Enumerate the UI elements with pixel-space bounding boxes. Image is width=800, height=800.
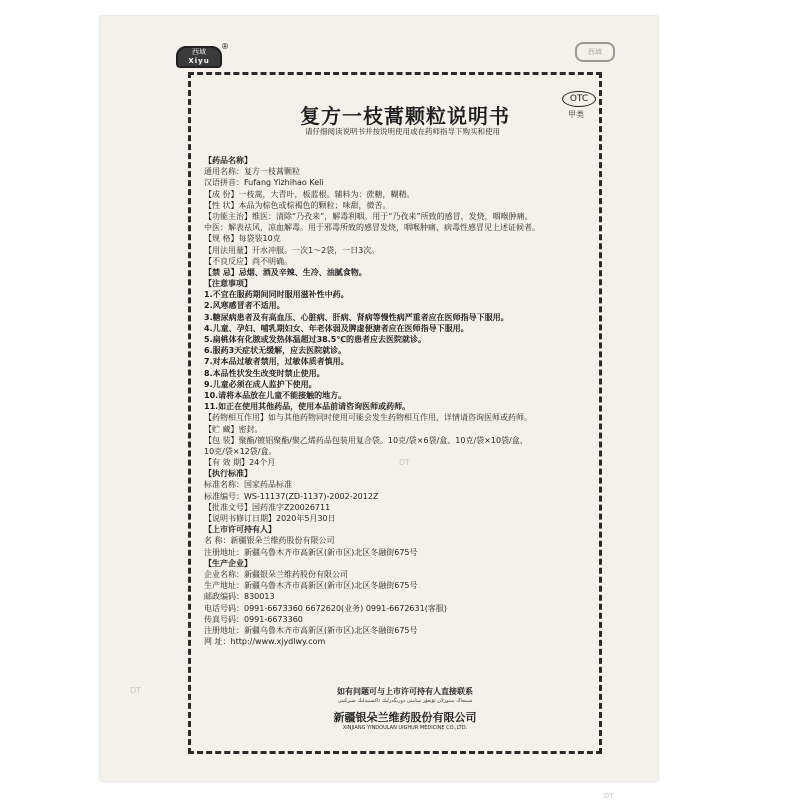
footer-contact: 如有问题可与上市许可持有人直接联系 (337, 687, 473, 696)
leaflet-line: 5.扁桃体有化脓或发热体温超过38.5℃的患者应去医院就诊。 (204, 335, 427, 344)
page-title: 复方一枝蒿颗粒说明书 (300, 104, 510, 128)
leaflet-line: 【成 份】一枝蒿，大青叶，板蓝根。辅料为：蔗糖，糊精。 (204, 189, 415, 199)
watermark: DT (130, 686, 142, 695)
leaflet-line: 【不良反应】尚不明确。 (204, 256, 292, 266)
leaflet-line: 9.儿童必须在成人监护下使用。 (204, 379, 317, 389)
logo-top-text: 西域 (192, 48, 206, 56)
leaflet-line: 3.糖尿病患者及有高血压、心脏病、肝病、肾病等慢性病严重者应在医师指导下服用。 (204, 312, 509, 322)
faded-side-logo: 西域 (575, 42, 615, 62)
leaflet-line: 【批准文号】国药准字Z20026711 (204, 502, 331, 512)
leaflet-line: 10.请将本品放在儿童不能接触的地方。 (204, 390, 347, 400)
leaflet-line: 中医：解表祛风，凉血解毒。用于邪毒所致的感冒发烧，咽喉肿痛，病毒性感冒见上述证候者。 (204, 223, 540, 233)
brand-logo (176, 42, 229, 68)
otc-class: 甲类 (568, 110, 584, 119)
leaflet-line: 【包 装】聚酯/镀铝聚酯/聚乙烯药品包装用复合袋。10克/袋×6袋/盒、10克/袋×10袋/盒、 (204, 435, 528, 445)
leaflet-line: 注册地址：新疆乌鲁木齐市高新区(新市区)北区冬融街675号 (204, 547, 418, 557)
leaflet-line: 企业名称：新疆银朵兰维药股份有限公司 (204, 569, 348, 579)
leaflet-line: 【贮 藏】密封。 (204, 424, 263, 434)
leaflet-line: 7.对本品过敏者禁用，过敏体质者慎用。 (204, 357, 349, 367)
footer-company-en: XINJIANG YINDOULAN UIGHUR MEDICINE CO.,LTD. (342, 725, 468, 731)
leaflet-line: 11.如正在使用其他药品，使用本品前请咨询医师或药师。 (204, 402, 411, 412)
leaflet-line: 注册地址：新疆乌鲁木齐市高新区(新市区)北区冬融街675号 (204, 625, 418, 635)
leaflet-line: 【用法用量】开水冲服。一次1～2袋，一日3次。 (204, 245, 380, 255)
leaflet-line: 【注意事项】 (204, 279, 252, 289)
leaflet-line: 【上市许可持有人】 (204, 525, 276, 535)
leaflet-line: 6.服药3天症状无缓解，应去医院就诊。 (204, 346, 347, 356)
watermark: DT (399, 458, 411, 467)
otc-badge: OTC (562, 91, 596, 107)
leaflet-line: 网 址：http://www.xjydlwy.com (204, 637, 326, 647)
logo-bottom-text: Xiyu (188, 57, 210, 65)
footer-uyghur: شىنجاڭ يىنتوزلان ئۇيغۇر تېبابىتى دورىگەرلىك ئاكسىيەلىك شىركىتى (337, 698, 473, 704)
leaflet-line: 标准编号：WS-11137(ZD-1137)-2002-2012Z (204, 491, 379, 501)
leaflet-line: 邮政编码：830013 (204, 592, 275, 602)
footer-company: 新疆银朵兰维药股份有限公司 (333, 711, 477, 724)
leaflet-line: 【禁 忌】忌烟、酒及辛辣、生冷、油腻食物。 (204, 267, 367, 277)
footer (300, 686, 510, 731)
leaflet-line: 【执行标准】 (204, 469, 252, 479)
leaflet-line: 【说明书修订日期】2020年5月30日 (204, 514, 336, 523)
leaflet-line: 8.本品性状发生改变时禁止使用。 (204, 368, 325, 378)
leaflet-line: 2.风寒感冒者不适用。 (204, 301, 285, 311)
registered-mark: ® (221, 42, 229, 51)
leaflet-line: 汉语拼音：Fufang Yizhihao Keli (204, 178, 324, 188)
leaflet-line: 10克/袋×12袋/盒。 (204, 446, 277, 456)
leaflet-line: 通用名称：复方一枝蒿颗粒 (204, 167, 300, 177)
leaflet-line: 生产地址：新疆乌鲁木齐市高新区(新市区)北区冬融街675号 (204, 581, 418, 591)
leaflet-line: 【药品名称】 (204, 156, 252, 165)
leaflet-line: 标准名称：国家药品标准 (204, 480, 292, 490)
leaflet-line: 【药物相互作用】如与其他药物同时使用可能会发生药物相互作用，详情请咨询医师或药师。 (204, 413, 532, 423)
leaflet-body (204, 155, 596, 647)
leaflet-line: 【功能主治】维医：清除“乃孜来”，解毒利咽。用于“乃孜来”所致的感冒，发烧，咽喉肿痛。 (204, 211, 533, 221)
leaflet-line: 【生产企业】 (204, 558, 252, 568)
leaflet-line: 1.不宜在服药期间同时服用滋补性中药。 (204, 290, 349, 300)
leaflet-line: 【性 状】本品为棕色或棕褐色的颗粒；味甜，微苦。 (204, 200, 391, 210)
leaflet-line: 4.儿童、孕妇、哺乳期妇女、年老体弱及脾虚便溏者应在医师指导下服用。 (204, 323, 469, 333)
watermark: DT (604, 792, 614, 800)
leaflet-line: 名 称：新疆银朵兰维药股份有限公司 (204, 536, 335, 546)
leaflet-line: 【规 格】每袋装10克 (204, 234, 281, 244)
leaflet-line: 【有 效 期】24个月 (204, 458, 276, 468)
page-subtitle: 请仔细阅读说明书并按说明使用或在药师指导下购买和使用 (305, 127, 500, 136)
leaflet-line: 电话号码：0991-6673360 6672620(业务) 0991-6672631(客服) (204, 603, 447, 613)
leaflet-line: 传真号码：0991-6673360 (204, 614, 303, 624)
